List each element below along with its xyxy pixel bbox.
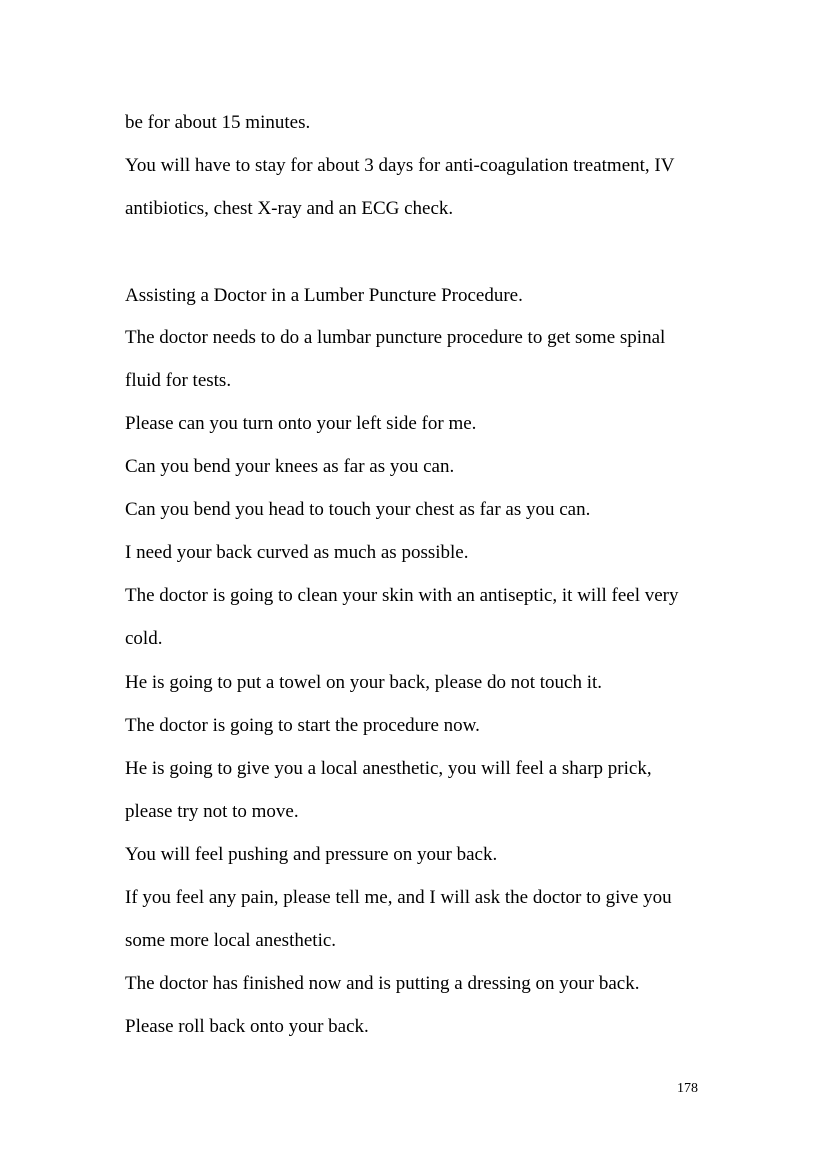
section-heading: Assisting a Doctor in a Lumber Puncture Procedure.: [125, 285, 523, 306]
text-line: please try not to move.: [125, 801, 299, 822]
text-line: The doctor needs to do a lumbar puncture procedure to get some spinal: [125, 327, 666, 348]
text-line: I need your back curved as much as possible.: [125, 542, 469, 563]
text-line: Can you bend you head to touch your chest as far as you can.: [125, 499, 591, 520]
text-line: You will have to stay for about 3 days for anti-coagulation treatment, IV: [125, 155, 675, 176]
text-line: be for about 15 minutes.: [125, 112, 311, 133]
text-line: fluid for tests.: [125, 370, 232, 391]
text-line: Please can you turn onto your left side for me.: [125, 413, 477, 434]
text-line: Can you bend your knees as far as you can.: [125, 456, 455, 477]
page-number: 178: [677, 1081, 698, 1096]
text-line: some more local anesthetic.: [125, 930, 337, 951]
text-line: You will feel pushing and pressure on your back.: [125, 844, 498, 865]
text-line: Please roll back onto your back.: [125, 1016, 369, 1037]
text-line: He is going to put a towel on your back, please do not touch it.: [125, 672, 603, 693]
text-line: antibiotics, chest X-ray and an ECG check.: [125, 198, 454, 219]
text-line: If you feel any pain, please tell me, and I will ask the doctor to give you: [125, 887, 672, 908]
text-line: The doctor has finished now and is putting a dressing on your back.: [125, 973, 640, 994]
text-line: The doctor is going to start the procedure now.: [125, 715, 480, 736]
text-line: cold.: [125, 628, 163, 649]
text-line: The doctor is going to clean your skin with an antiseptic, it will feel very: [125, 585, 679, 606]
text-line: He is going to give you a local anesthetic, you will feel a sharp prick,: [125, 758, 652, 779]
